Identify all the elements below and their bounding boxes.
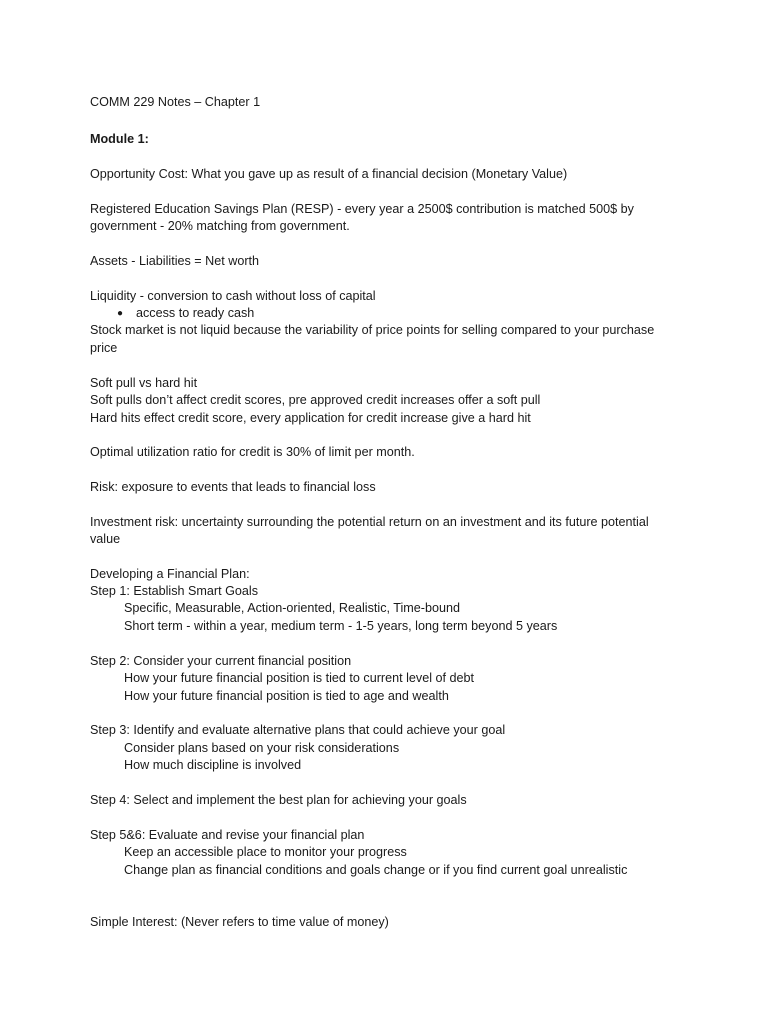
soft-pull-text: Soft pulls don’t affect credit scores, pre approved credit increases offer a soft pull [90, 393, 541, 407]
simple-interest-text: Simple Interest: (Never refers to time value of money) [90, 915, 389, 929]
investment-risk-line-1: Investment risk: uncertainty surrounding the potential return on an investment and its future potential [90, 515, 649, 529]
resp-text-line-2: government - 20% matching from government. [90, 219, 350, 233]
opportunity-cost-text: Opportunity Cost: What you gave up as result of a financial decision (Monetary Value) [90, 167, 568, 181]
net-worth-text: Assets - Liabilities = Net worth [90, 254, 260, 268]
step-3-detail-a: Consider plans based on your risk considerations [124, 741, 400, 755]
step-1-detail-b: Short term - within a year, medium term - 1-5 years, long term beyond 5 years [124, 619, 558, 633]
document-title: COMM 229 Notes – Chapter 1 [90, 95, 261, 109]
step-2-detail-a: How your future financial position is tied to current level of debt [124, 671, 475, 685]
module-heading: Module 1: [90, 132, 149, 146]
step-5-6-text: Step 5&6: Evaluate and revise your financial plan [90, 828, 365, 842]
bullet-icon: ● [117, 308, 124, 319]
hard-hit-text: Hard hits effect credit score, every application for credit increase give a hard hit [90, 411, 531, 425]
liquidity-text: Liquidity - conversion to cash without loss of capital [90, 289, 376, 303]
step-2-detail-b: How your future financial position is tied to age and wealth [124, 689, 449, 703]
soft-pull-heading: Soft pull vs hard hit [90, 376, 198, 390]
utilization-text: Optimal utilization ratio for credit is 30% of limit per month. [90, 445, 415, 459]
step-1-detail-a: Specific, Measurable, Action-oriented, Realistic, Time-bound [124, 601, 460, 615]
step-5-6-detail-a: Keep an accessible place to monitor your progress [124, 845, 407, 859]
risk-text: Risk: exposure to events that leads to financial loss [90, 480, 376, 494]
step-5-6-detail-b: Change plan as financial conditions and goals change or if you find current goal unrealistic [124, 863, 628, 877]
step-1-text: Step 1: Establish Smart Goals [90, 584, 258, 598]
resp-text-line-1: Registered Education Savings Plan (RESP) - every year a 2500$ contribution is matched 500$ by [90, 202, 634, 216]
stock-market-line-1: Stock market is not liquid because the variability of price points for selling compared to your purchase [90, 323, 655, 337]
step-3-text: Step 3: Identify and evaluate alternative plans that could achieve your goal [90, 723, 506, 737]
financial-plan-heading: Developing a Financial Plan: [90, 567, 250, 581]
step-2-text: Step 2: Consider your current financial position [90, 654, 352, 668]
liquidity-bullet-text: access to ready cash [136, 306, 255, 320]
investment-risk-line-2: value [90, 532, 121, 546]
stock-market-line-2: price [90, 341, 118, 355]
step-4-text: Step 4: Select and implement the best plan for achieving your goals [90, 793, 467, 807]
step-3-detail-b: How much discipline is involved [124, 758, 302, 772]
